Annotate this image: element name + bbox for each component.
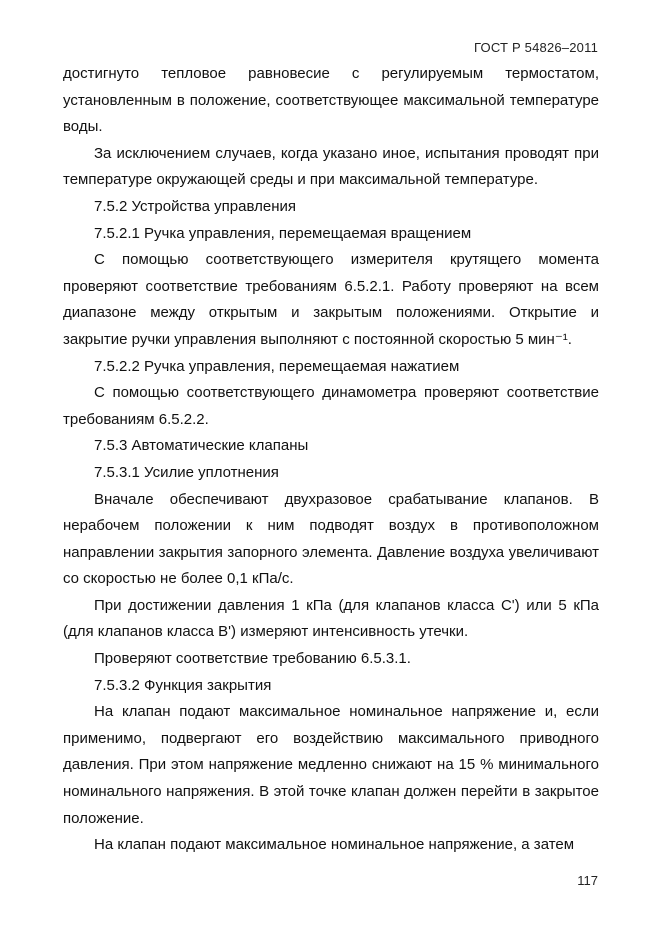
paragraph-leakage-measurement: При достижении давления 1 кПа (для клапанов класса С') или 5 кПа (для клапанов класса В') измеряют интенсивность утечки. <box>63 596 599 641</box>
paragraph-voltage-continuation: На клапан подают максимальное номинальное напряжение, а затем <box>94 836 575 854</box>
section-heading-7-5-3-1: 7.5.3.1 Усилие уплотнения <box>94 463 279 481</box>
section-heading-7-5-2: 7.5.2 Устройства управления <box>94 197 296 215</box>
paragraph-dynamometer-check: С помощью соответствующего динамометра проверяют соответствие требованиям 6.5.2.2. <box>63 384 599 428</box>
document-body <box>63 61 599 859</box>
page-number: 117 <box>577 873 598 888</box>
section-heading-7-5-2-1: 7.5.2.1 Ручка управления, перемещаемая вращением <box>94 224 472 242</box>
paragraph-test-conditions: За исключением случаев, когда указано иное, испытания проводят при температуре окружающей среды и при максимальной температуре. <box>63 144 599 189</box>
paragraph-continuation: достигнуто тепловое равновесие с регулируемым термостатом, установленным в положение, соответствующее максимальной температуре воды. <box>63 65 599 136</box>
section-heading-7-5-3: 7.5.3 Автоматические клапаны <box>94 437 309 455</box>
paragraph-valve-actuation: Вначале обеспечивают двухразовое срабатывание клапанов. В нерабочем положении к ним подводят воздух в противоположном направлении закрытия запорного элемента. Давление воздуха увеличивают со скоростью не более 0,1 кПа/с. <box>63 490 599 588</box>
section-heading-7-5-3-2: 7.5.3.2 Функция закрытия <box>94 676 272 694</box>
standard-header: ГОСТ Р 54826–2011 <box>474 40 598 55</box>
section-heading-7-5-2-2: 7.5.2.2 Ручка управления, перемещаемая нажатием <box>94 357 460 375</box>
paragraph-compliance-6-5-3-1: Проверяют соответствие требованию 6.5.3.1. <box>94 650 411 668</box>
paragraph-torque-check: С помощью соответствующего измерителя крутящего момента проверяют соответствие требованиям 6.5.2.1. Работу проверяют на всем диапазоне между открытым и закрытым положениями. Открытие и закрытие ручки управления выполняют с постоянной скоростью 5 мин⁻¹. <box>63 251 599 348</box>
paragraph-closing-function: На клапан подают максимальное номинальное напряжение и, если применимо, подвергают его воздействию максимального приводного давления. При этом напряжение медленно снижают на 15 % минимального номинального напряжения. В этой точке клапан должен перейти в закрытое положение. <box>63 703 599 827</box>
